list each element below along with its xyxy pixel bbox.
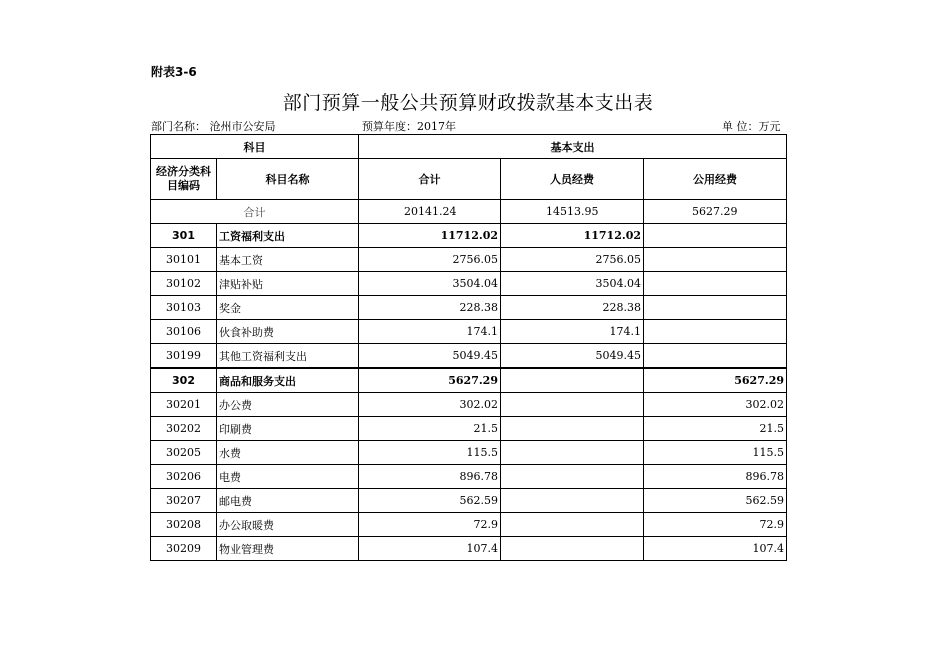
header-public: 公用经费 (644, 159, 787, 200)
row-name: 电费 (217, 465, 359, 489)
row-code: 30103 (151, 296, 217, 320)
header-personnel: 人员经费 (501, 159, 644, 200)
row-code: 30207 (151, 489, 217, 513)
total-sum: 20141.24 (359, 200, 501, 224)
header-subject-name: 科目名称 (217, 159, 359, 200)
row-name: 基本工资 (217, 248, 359, 272)
group-row (151, 368, 787, 393)
row-public (644, 296, 787, 320)
table-row (151, 320, 787, 344)
row-personnel (501, 465, 644, 489)
table-row (151, 537, 787, 561)
row-total: 115.5 (359, 441, 501, 465)
group-row (151, 224, 787, 248)
group-personnel: 11712.02 (501, 224, 644, 248)
row-public (644, 320, 787, 344)
group-public (644, 224, 787, 248)
unit-label: 单 位：万元 (722, 120, 781, 133)
row-public: 107.4 (644, 537, 787, 561)
table-row (151, 513, 787, 537)
budget-year: 预算年度：2017年 (362, 120, 456, 133)
row-public: 896.78 (644, 465, 787, 489)
row-code: 30201 (151, 393, 217, 417)
row-public (644, 272, 787, 296)
group-code: 301 (151, 224, 217, 248)
table-row (151, 441, 787, 465)
row-public: 115.5 (644, 441, 787, 465)
group-total: 11712.02 (359, 224, 501, 248)
row-name: 物业管理费 (217, 537, 359, 561)
group-code: 302 (151, 368, 217, 393)
row-name: 奖金 (217, 296, 359, 320)
row-name: 水费 (217, 441, 359, 465)
row-personnel: 228.38 (501, 296, 644, 320)
row-name: 印刷费 (217, 417, 359, 441)
total-public: 5627.29 (644, 200, 787, 224)
department-name: 部门名称： 沧州市公安局 (151, 120, 276, 133)
row-name: 邮电费 (217, 489, 359, 513)
table-row (151, 296, 787, 320)
group-name: 商品和服务支出 (217, 368, 359, 393)
row-personnel (501, 393, 644, 417)
row-personnel (501, 513, 644, 537)
row-code: 30106 (151, 320, 217, 344)
row-total: 228.38 (359, 296, 501, 320)
row-personnel: 3504.04 (501, 272, 644, 296)
row-personnel: 174.1 (501, 320, 644, 344)
row-total: 107.4 (359, 537, 501, 561)
table-row (151, 393, 787, 417)
table-row (151, 272, 787, 296)
row-total: 21.5 (359, 417, 501, 441)
group-public: 5627.29 (644, 368, 787, 393)
row-total: 562.59 (359, 489, 501, 513)
row-name: 办公费 (217, 393, 359, 417)
header-total: 合计 (359, 159, 501, 200)
row-name: 津贴补贴 (217, 272, 359, 296)
row-name: 伙食补助费 (217, 320, 359, 344)
row-code: 30101 (151, 248, 217, 272)
group-total: 5627.29 (359, 368, 501, 393)
row-code: 30209 (151, 537, 217, 561)
row-personnel: 5049.45 (501, 344, 644, 369)
page-title: 部门预算一般公共预算财政拨款基本支出表 (282, 92, 654, 114)
row-code: 30206 (151, 465, 217, 489)
table-row (151, 489, 787, 513)
table-row (151, 248, 787, 272)
header-basic-expenditure: 基本支出 (359, 135, 787, 159)
table-row (151, 465, 787, 489)
row-personnel: 2756.05 (501, 248, 644, 272)
group-personnel (501, 368, 644, 393)
row-code: 30205 (151, 441, 217, 465)
row-total: 5049.45 (359, 344, 501, 369)
table-row (151, 417, 787, 441)
group-name: 工资福利支出 (217, 224, 359, 248)
row-name: 办公取暖费 (217, 513, 359, 537)
row-public (644, 248, 787, 272)
row-total: 72.9 (359, 513, 501, 537)
header-subject: 科目 (151, 135, 359, 159)
row-total: 896.78 (359, 465, 501, 489)
annex-label: 附表3-6 (151, 65, 197, 79)
table-row (151, 344, 787, 369)
row-total: 174.1 (359, 320, 501, 344)
row-name: 其他工资福利支出 (217, 344, 359, 369)
row-personnel (501, 417, 644, 441)
row-personnel (501, 441, 644, 465)
row-personnel (501, 537, 644, 561)
total-row (151, 200, 787, 224)
expenditure-table (150, 134, 787, 561)
row-total: 3504.04 (359, 272, 501, 296)
row-total: 302.02 (359, 393, 501, 417)
total-label: 合计 (151, 200, 359, 224)
row-public: 562.59 (644, 489, 787, 513)
row-public: 72.9 (644, 513, 787, 537)
row-code: 30208 (151, 513, 217, 537)
row-personnel (501, 489, 644, 513)
row-code: 30202 (151, 417, 217, 441)
total-personnel: 14513.95 (501, 200, 644, 224)
row-public (644, 344, 787, 369)
row-code: 30102 (151, 272, 217, 296)
row-public: 302.02 (644, 393, 787, 417)
row-public: 21.5 (644, 417, 787, 441)
row-total: 2756.05 (359, 248, 501, 272)
header-code: 经济分类科目编码 (151, 159, 217, 200)
row-code: 30199 (151, 344, 217, 369)
